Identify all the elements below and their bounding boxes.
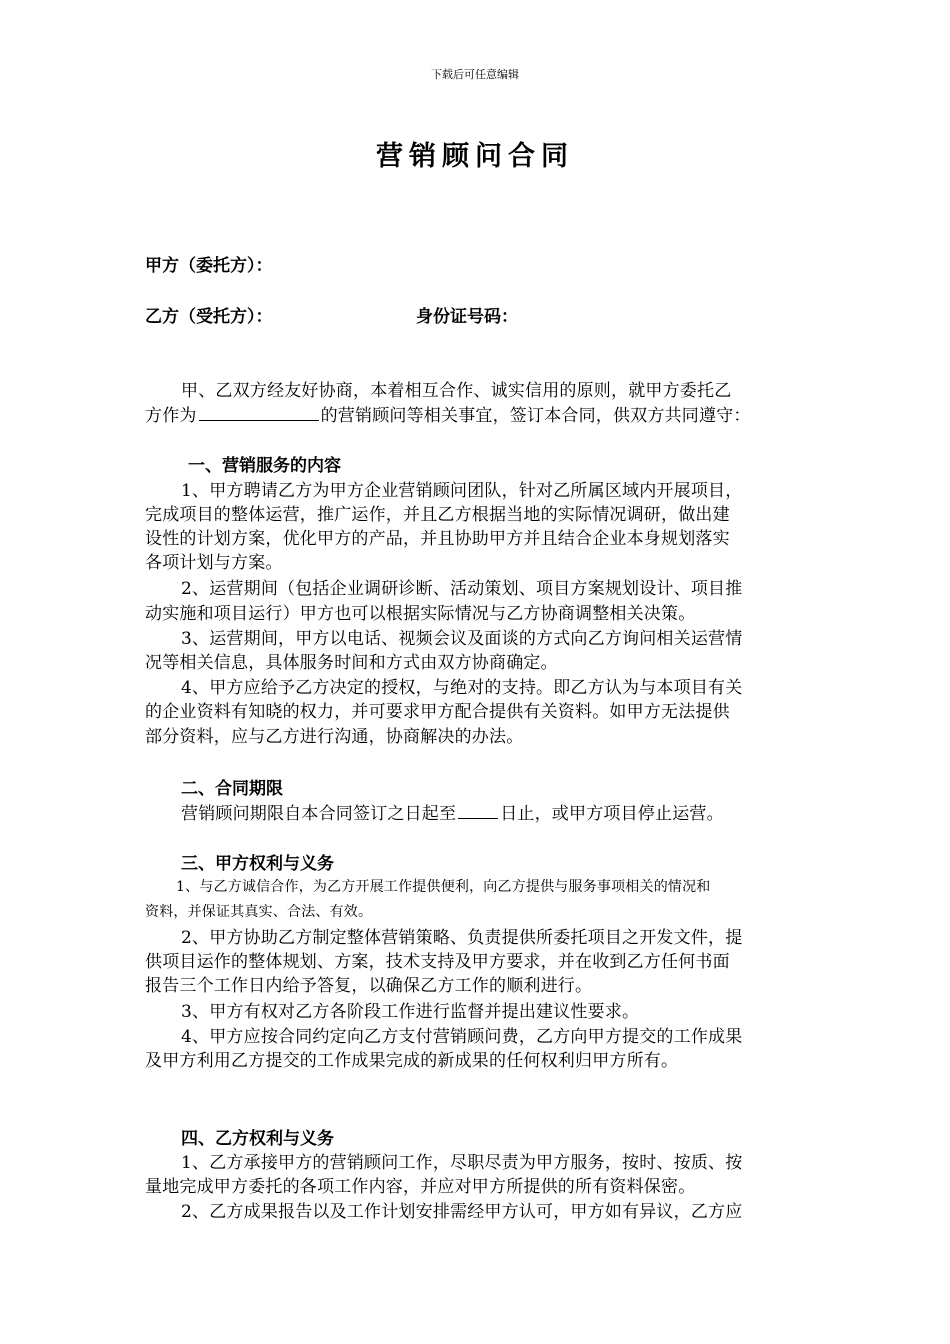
section-3-line: 1、与乙方诚信合作，为乙方开展工作提供便利，向乙方提供与服务事项相关的情况和 <box>176 879 711 895</box>
section-3-line: 报告三个工作日内给予答复，以确保乙方工作的顺利进行。 <box>145 976 593 996</box>
section-1-line: 完成项目的整体运营，推广运作，并且乙方根据当地的实际情况调研，做出建 <box>145 505 730 525</box>
section-1-line: 的企业资料有知晓的权力，并可要求甲方配合提供有关资料。如甲方无法提供 <box>145 702 730 722</box>
intro-line-1: 甲、乙双方经友好协商，本着相互合作、诚实信用的原则，就甲方委托乙 <box>181 381 732 401</box>
section-1-line: 部分资料，应与乙方进行沟通，协商解决的办法。 <box>145 727 524 747</box>
section-3-line: 资料，并保证其真实、合法、有效。 <box>145 904 373 920</box>
party-a-label: 甲方（委托方）： <box>145 256 273 276</box>
section-4-heading: 四、乙方权利与义务 <box>181 1129 334 1149</box>
section-2-line <box>181 799 724 824</box>
document-title: 营销顾问合同 <box>376 141 574 172</box>
header-note: 下载后可任意编辑 <box>431 68 519 81</box>
section-3-line: 及甲方利用乙方提交的工作成果完成的新成果的任何权利归甲方所有。 <box>145 1051 679 1071</box>
section-2-heading: 二、合同期限 <box>181 779 283 799</box>
project-name-blank <box>199 419 319 421</box>
intro-line-2-after: 的营销顾问等相关事宜，签订本合同，供双方共同遵守： <box>320 406 751 426</box>
section-1-line: 况等相关信息，具体服务时间和方式由双方协商确定。 <box>145 653 558 673</box>
section-1-line: 4、甲方应给予乙方决定的授权，与绝对的支持。即乙方认为与本项目有关 <box>181 678 743 698</box>
section-3-line: 供项目运作的整体规划、方案，技术支持及甲方要求，并在收到乙方任何书面 <box>145 952 730 972</box>
section-1-line: 1、甲方聘请乙方为甲方企业营销顾问团队，针对乙所属区域内开展项目， <box>181 481 743 501</box>
section-1-line: 2、运营期间（包括企业调研诊断、活动策划、项目方案规划设计、项目推 <box>181 579 743 599</box>
intro-line-2 <box>145 401 751 426</box>
section-1-line: 动实施和项目运行）甲方也可以根据实际情况与乙方协商调整相关决策。 <box>145 604 696 624</box>
section-1-heading: 一、营销服务的内容 <box>188 456 341 476</box>
section-1-line: 各项计划与方案。 <box>145 553 283 573</box>
term-after: 日止，或甲方项目停止运营。 <box>500 804 724 824</box>
section-1-line: 3、运营期间，甲方以电话、视频会议及面谈的方式向乙方询问相关运营情 <box>181 629 743 649</box>
party-b-label: 乙方（受托方）： <box>145 307 273 327</box>
section-1-line: 设性的计划方案，优化甲方的产品，并且协助甲方并且结合企业本身规划落实 <box>145 529 730 549</box>
end-date-blank <box>458 817 498 819</box>
id-number-label: 身份证号码： <box>416 307 518 327</box>
intro-line-2-before: 方作为 <box>145 406 197 426</box>
section-3-line: 3、甲方有权对乙方各阶段工作进行监督并提出建议性要求。 <box>181 1002 640 1022</box>
section-4-line: 1、乙方承接甲方的营销顾问工作，尽职尽责为甲方服务，按时、按质、按 <box>181 1153 743 1173</box>
section-3-line: 4、甲方应按合同约定向乙方支付营销顾问费，乙方向甲方提交的工作成果 <box>181 1027 743 1047</box>
section-3-line: 2、甲方协助乙方制定整体营销策略、负责提供所委托项目之开发文件，提 <box>181 928 743 948</box>
section-4-line: 2、乙方成果报告以及工作计划安排需经甲方认可，甲方如有异议，乙方应 <box>181 1202 743 1222</box>
section-4-line: 量地完成甲方委托的各项工作内容，并应对甲方所提供的所有资料保密。 <box>145 1177 696 1197</box>
section-3-heading: 三、甲方权利与义务 <box>181 854 334 874</box>
term-before: 营销顾问期限自本合同签订之日起至 <box>181 804 457 824</box>
